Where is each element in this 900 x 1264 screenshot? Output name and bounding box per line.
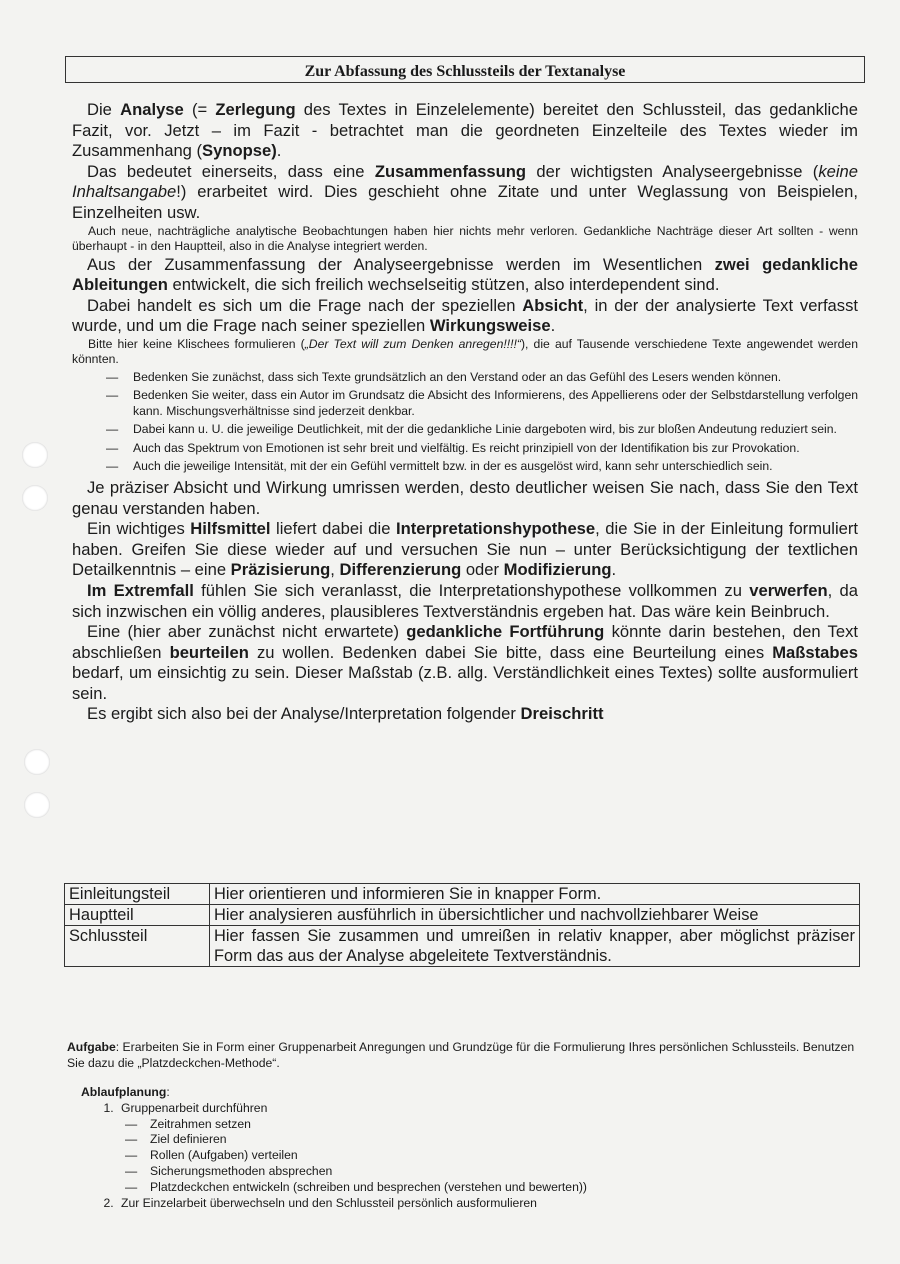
text-run: Es ergibt sich also bei der Analyse/Interpretation folgender	[87, 704, 521, 724]
italic-text: keine Inhaltsangabe	[72, 161, 858, 202]
text-run: .	[276, 141, 282, 161]
paragraph	[72, 704, 858, 725]
three-step-table	[64, 883, 860, 967]
bold-text: Modifizierung	[503, 560, 612, 580]
page-title: Zur Abfassung des Schlussteils der Textanalyse	[304, 63, 626, 80]
table-cell: Schlussteil	[65, 926, 210, 967]
bold-text: Interpretationshypothese	[395, 519, 596, 539]
table-row	[65, 926, 860, 967]
text-run: bedarf, um einsichtig zu sein. Dieser Maßstab (z.B. allg. Verständlichkeit eines Textes) sollte ausformuliert sein.	[72, 663, 858, 703]
text-run: !) erarbeitet wird. Dies geschieht ohne Zitate und unter Weglassung von Beispielen, Einzelheiten usw.	[72, 182, 858, 222]
text-run: .	[611, 560, 617, 580]
table-cell: Hier orientieren und informieren Sie in knapper Form.	[210, 884, 860, 905]
bold-text: gedankliche Fortführung	[406, 622, 605, 642]
table-cell: Hier fassen Sie zusammen und umreißen in relativ knapper, aber möglichst präziser Form das aus der Analyse abgeleitete Textverständnis.	[210, 926, 860, 967]
bold-text: Zusammenfassung	[374, 161, 527, 181]
bold-text: verwerfen	[749, 580, 828, 600]
paragraph	[72, 622, 858, 704]
plan-substep: — Platzdeckchen entwickeln (schreiben und besprechen (verstehen und bewerten))	[125, 1180, 861, 1196]
note	[72, 337, 858, 368]
plan-step-label: Zur Einzelarbeit überwechseln und den Schlussteil persönlich ausformulieren	[121, 1195, 537, 1210]
punch-hole	[22, 442, 48, 468]
main-text	[72, 100, 858, 725]
punch-hole	[22, 485, 48, 511]
text-run: Eine (hier aber zunächst nicht erwartete)	[87, 622, 407, 642]
punch-hole	[24, 792, 50, 818]
note: Auch neue, nachträgliche analytische Beobachtungen haben hier nichts mehr verloren. Gedankliche Nachträge dieser Art sollten - wenn überhaupt - in den Hauptteil, also in die Analyse integriert werden.	[72, 223, 858, 254]
table-cell: Hier analysieren ausführlich in übersichtlicher und nachvollziehbarer Weise	[210, 905, 860, 926]
text-run: Je präziser Absicht und Wirkung umrissen werden, desto deutlicher weisen Sie nach, dass Sie den Text genau verstanden haben.	[72, 477, 858, 518]
plan-steps	[81, 1101, 861, 1212]
bold-text: beurteilen	[169, 642, 249, 662]
text-run: Ein wichtiges	[87, 519, 191, 539]
text-run: Die	[87, 100, 121, 119]
list-item: — Auch die jeweilige Intensität, mit der ein Gefühl vermittelt bzw. in der es ausgelöst wird, kann sehr unterschiedlich sein.	[106, 459, 858, 475]
title-box	[65, 56, 865, 83]
plan-step	[117, 1196, 861, 1212]
text-run: , die Sie in der Einleitung formuliert haben. Greifen Sie diese wieder auf und versuchen Sie nun – unter Berücksichtigung der textlichen Detailkenntnis – eine	[72, 519, 858, 580]
list-item: — Bedenken Sie zunächst, dass sich Texte grundsätzlich an den Verstand oder an das Gefühl des Lesers wenden können.	[106, 370, 858, 386]
text-run: des Textes in Einzelelemente) bereitet den Schlussteil, das gedankliche Fazit, vor. Jetzt – im Fazit - betrachtet man die geordneten Einzelteile des Textes wieder im Zusammenhang (	[72, 100, 859, 161]
paragraph	[72, 100, 858, 162]
bold-text: Synopse)	[202, 141, 277, 161]
paragraph	[72, 581, 858, 622]
bold-text: Wirkungsweise	[429, 316, 551, 336]
text-run: .	[550, 316, 556, 336]
text-run: zu wollen. Bedenken dabei Sie bitte, dass eine Beurteilung eines	[248, 642, 773, 662]
bold-text: Hilfsmittel	[190, 519, 271, 539]
paragraph	[72, 162, 858, 224]
text-run: Aus der Zusammenfassung der Analyseergebnisse werden im Wesentlichen	[87, 254, 715, 274]
bold-text: Absicht	[522, 295, 584, 315]
plan-step	[117, 1101, 861, 1196]
text-run: der wichtigsten Analyseergebnisse (	[526, 161, 819, 181]
plan-substep: — Rollen (Aufgaben) verteilen	[125, 1148, 861, 1164]
text-run: (=	[183, 100, 216, 119]
plan-title-suffix: :	[166, 1085, 170, 1099]
text-run: , in der der analysierte Text verfasst wurde, und um die Frage nach seiner speziellen	[72, 295, 858, 336]
text-run: Dabei handelt es sich um die Frage nach der speziellen	[87, 295, 523, 315]
list-item: — Auch das Spektrum von Emotionen ist sehr breit und vielfältig. Es reicht prinzipiell von der Identifikation bis zur Provokation.	[106, 441, 858, 457]
bullet-list	[72, 370, 858, 475]
bold-text: Differenzierung	[339, 560, 462, 580]
task-section	[67, 1040, 857, 1071]
text-run: entwickelt, die sich freilich wechselseitig stützen, also interdependent sind.	[167, 275, 720, 295]
bold-text: Analyse	[120, 100, 184, 119]
table-cell: Einleitungsteil	[65, 884, 210, 905]
paragraph	[72, 296, 858, 337]
bold-text: Präzisierung	[230, 560, 331, 580]
text-run: Bitte hier keine Klischees formulieren (	[88, 336, 305, 351]
italic-text: „Der Text will zum Denken anregen!!!!“	[304, 336, 521, 351]
text-run: Das bedeutet einerseits, dass eine	[87, 161, 375, 181]
paragraph	[72, 519, 858, 581]
text-run: fühlen Sie sich veranlasst, die Interpretationshypothese vollkommen zu	[193, 580, 750, 600]
text-run: , da sich inzwischen ein völlig anderes, plausibleres Textverständnis ergeben hat. Das wäre kein Beinbruch.	[72, 580, 858, 621]
table-row	[65, 905, 860, 926]
plan-section	[81, 1085, 861, 1211]
paragraph	[72, 478, 858, 519]
bold-text: Im Extremfall	[87, 580, 194, 600]
table-cell: Hauptteil	[65, 905, 210, 926]
text-run: könnte darin bestehen, den Text abschließen	[72, 622, 858, 662]
task-label: Aufgabe	[67, 1040, 116, 1054]
task-text: : Erarbeiten Sie in Form einer Gruppenarbeit Anregungen und Grundzüge für die Formulierung Ihres persönlichen Schlussteils. Benutzen Sie dazu die „Platzdeckchen-Methode“.	[67, 1040, 855, 1070]
bold-text: Zerlegung	[215, 100, 296, 119]
plan-substeps	[121, 1117, 861, 1196]
bold-text: zwei gedankliche Ableitungen	[72, 254, 858, 295]
table-row	[65, 884, 860, 905]
bold-text: Dreischritt	[520, 704, 604, 724]
paragraph	[72, 255, 858, 296]
plan-substep: — Zeitrahmen setzen	[125, 1117, 861, 1133]
text-run: oder	[461, 560, 504, 580]
text-run: liefert dabei die	[270, 519, 396, 539]
bold-text: Maßstabes	[772, 642, 858, 662]
list-item: — Dabei kann u. U. die jeweilige Deutlichkeit, mit der die gedankliche Linie dargeboten wird, bis zur bloßen Andeutung reduziert sein.	[106, 422, 858, 438]
list-item: — Bedenken Sie weiter, dass ein Autor im Grundsatz die Absicht des Informierens, des Appellierens oder der Selbstdarstellung verfolgen kann. Mischungsverhältnisse sind jederzeit denkbar.	[106, 388, 858, 419]
text-run: ,	[330, 560, 340, 580]
plan-substep: — Sicherungsmethoden absprechen	[125, 1164, 861, 1180]
text-run: ), die auf Tausende verschiedene Texte angewendet werden könnten.	[72, 336, 858, 367]
punch-hole	[24, 749, 50, 775]
plan-step-label: Gruppenarbeit durchführen	[121, 1100, 268, 1115]
plan-substep: — Ziel definieren	[125, 1132, 861, 1148]
plan-title: Ablaufplanung	[81, 1085, 167, 1099]
